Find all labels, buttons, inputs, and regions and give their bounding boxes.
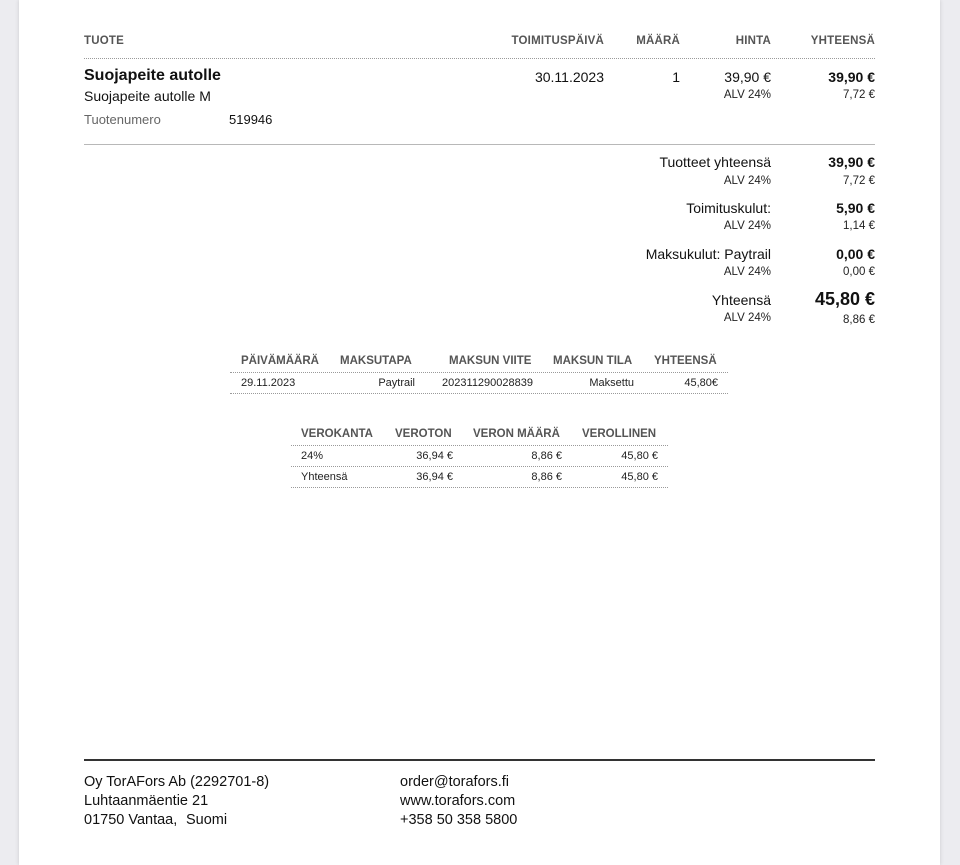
vat-total-gross: 45,80 € [621, 471, 658, 483]
vat-row-tax: 8,86 € [531, 450, 562, 462]
payment-date: 29.11.2023 [241, 377, 296, 389]
vat-header-rate: VEROKANTA [301, 428, 373, 440]
vat-total-divider [291, 487, 668, 488]
payments-header-method: MAKSUTAPA [340, 355, 412, 367]
summary-products-vat-label: ALV 24% [723, 175, 771, 187]
payment-reference: 202311290028839 [442, 377, 533, 389]
vat-total-net: 36,94 € [416, 471, 453, 483]
summary-products-label: Tuotteet yhteensä [659, 154, 771, 170]
summary-products-vat: 7,72 € [843, 175, 875, 187]
header-price: HINTA [735, 35, 771, 47]
summary-grand-total-vat-label: ALV 24% [723, 312, 771, 324]
summary-shipping-vat-label: ALV 24% [723, 220, 771, 232]
payments-header-status: MAKSUN TILA [553, 355, 633, 367]
item-delivery-date: 30.11.2023 [534, 69, 604, 85]
summary-products-value: 39,90 € [828, 154, 875, 170]
payment-status: Maksettu [589, 377, 634, 389]
header-quantity: MÄÄRÄ [636, 35, 680, 47]
item-variant: Suojapeite autolle M [84, 88, 211, 104]
summary-grand-total-value: 45,80 € [814, 289, 875, 309]
item-price: 39,90 € [724, 69, 771, 85]
payments-header-total: YHTEENSÄ [654, 355, 717, 367]
footer-divider [84, 759, 875, 761]
payments-header-divider [230, 372, 728, 373]
header-total: YHTEENSÄ [810, 35, 875, 47]
payments-header-reference: MAKSUN VIITE [449, 355, 532, 367]
header-product: TUOTE [84, 35, 124, 47]
summary-payment-fee-label: Maksukulut: Paytrail [645, 246, 771, 262]
vat-header-gross: VEROLLINEN [582, 428, 657, 440]
sku-value: 519946 [229, 112, 273, 127]
summary-payment-fee-vat: 0,00 € [843, 266, 875, 278]
item-quantity: 1 [672, 69, 680, 85]
vat-header-tax: VERON MÄÄRÄ [473, 428, 560, 440]
vat-row-gross: 45,80 € [621, 450, 658, 462]
item-name: Suojapeite autolle [84, 67, 221, 84]
vat-row-net: 36,94 € [416, 450, 453, 462]
footer-website-link[interactable]: www.torafors.com [400, 793, 516, 809]
vat-total-label: Yhteensä [301, 471, 348, 483]
sku-label: Tuotenumero [84, 112, 161, 127]
vat-header-net: VEROTON [395, 428, 452, 440]
footer-street: Luhtaanmäentie 21 [84, 793, 209, 809]
vat-total-tax: 8,86 € [531, 471, 562, 483]
footer-postal: 01750 Vantaa, [84, 812, 178, 828]
vat-header-divider [291, 445, 668, 446]
payments-row-divider [230, 393, 728, 394]
header-divider [84, 58, 875, 59]
vat-row-rate: 24% [301, 450, 324, 462]
summary-payment-fee-vat-label: ALV 24% [723, 266, 771, 278]
footer-email-link[interactable]: order@torafors.fi [400, 774, 510, 790]
summary-shipping-label: Toimituskulut: [686, 200, 771, 216]
payment-method: Paytrail [378, 377, 415, 389]
summary-shipping-vat: 1,14 € [843, 220, 875, 232]
summary-shipping-value: 5,90 € [836, 200, 875, 216]
item-total-vat: 7,72 € [843, 89, 875, 101]
payment-total: 45,80€ [684, 377, 718, 389]
vat-row-divider [291, 466, 668, 467]
items-divider [84, 144, 875, 145]
payments-header-date: PÄIVÄMÄÄRÄ [241, 355, 319, 367]
summary-payment-fee-value: 0,00 € [836, 246, 875, 262]
header-delivery-date: TOIMITUSPÄIVÄ [511, 35, 604, 47]
invoice-page [19, 0, 940, 865]
footer-phone: +358 50 358 5800 [400, 812, 518, 828]
summary-grand-total-vat: 8,86 € [843, 314, 875, 326]
item-total: 39,90 € [828, 69, 875, 85]
footer-company: Oy TorAFors Ab (2292701-8) [84, 774, 270, 790]
item-price-vat-label: ALV 24% [723, 89, 771, 101]
summary-grand-total-label: Yhteensä [711, 292, 771, 308]
footer-country: Suomi [186, 812, 228, 828]
